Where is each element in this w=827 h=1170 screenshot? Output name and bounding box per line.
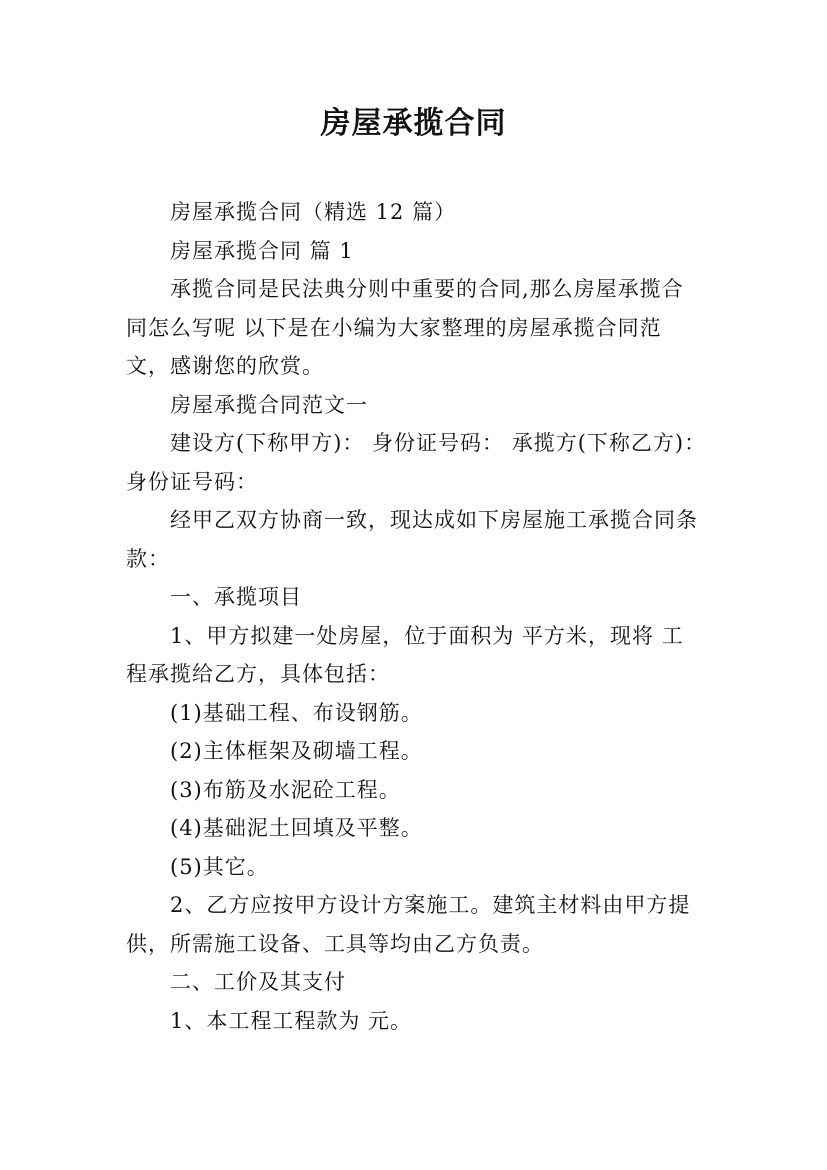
paragraph [126,578,711,617]
text-line: 供，所需施工设备、工具等均由乙方负责。 [126,931,544,956]
paragraph [126,963,711,1002]
text-line: 建设方(下称甲方)： 身份证号码： 承揽方(下称乙方)： [170,431,707,455]
text-line: 1、甲方拟建一处房屋，位于面积为 平方米，现将 工 [170,623,684,648]
paragraph [126,501,711,578]
paragraph [126,886,711,963]
text-line: 款： [126,546,170,571]
text-line: 1、本工程工程款为 元。 [170,1008,413,1033]
paragraph [126,771,711,810]
text-line: 一、承揽项目 [170,585,302,609]
text-line: 承揽合同是民法典分则中重要的合同,那么房屋承揽合 [170,277,684,301]
text-line: (3)布筋及水泥砼工程。 [170,777,401,802]
paragraph [126,1002,711,1041]
text-line: 经甲乙双方协商一致，现达成如下房屋施工承揽合同条 [170,508,698,532]
paragraph [126,424,711,501]
paragraph [126,386,711,425]
document-title: 房屋承揽合同 [320,106,507,141]
text-line: 文，感谢您的欣赏。 [126,354,324,378]
text-line: (4)基础泥土回填及平整。 [170,816,423,840]
paragraph [126,732,711,771]
text-line: (5)其它。 [170,854,269,879]
paragraph [126,809,711,848]
paragraph [126,617,711,694]
text-line: 房屋承揽合同范文一 [170,392,368,417]
text-line: (2)主体框架及砌墙工程。 [170,739,423,763]
text-line: 2、乙方应按甲方设计方案施工。建筑主材料由甲方提 [170,893,691,917]
text-line: 房屋承揽合同 篇 1 [170,238,354,263]
text-line: 身份证号码： [126,469,258,494]
text-line: (1)基础工程、布设钢筋。 [170,700,423,725]
paragraph [126,694,711,733]
paragraph [126,270,711,386]
text-line: 同怎么写呢 以下是在小编为大家整理的房屋承揽合同范 [126,315,662,340]
text-line: 二、工价及其支付 [170,970,346,994]
paragraph [126,193,711,232]
paragraph [126,232,711,271]
text-line: 房屋承揽合同（精选 12 篇） [170,200,457,224]
text-line: 程承揽给乙方，具体包括： [126,662,390,686]
paragraph [126,848,711,887]
document-body [126,193,711,1040]
